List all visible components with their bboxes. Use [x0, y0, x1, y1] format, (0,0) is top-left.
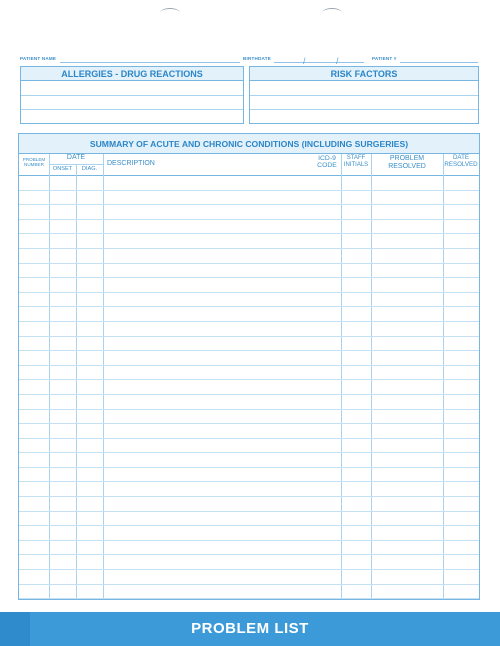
- punch-hole-mark-right: [322, 8, 342, 18]
- table-row[interactable]: [19, 541, 479, 556]
- conditions-grid: [19, 176, 479, 599]
- patient-number-label: PATIENT #: [372, 56, 397, 61]
- patient-name-field[interactable]: [60, 62, 240, 63]
- table-row[interactable]: [19, 526, 479, 541]
- col-diag-header: DIAG.: [81, 166, 98, 172]
- risk-factors-row[interactable]: [250, 81, 478, 96]
- birthdate-label: BIRTHDATE: [243, 56, 271, 61]
- punch-hole-mark-left: [160, 8, 180, 18]
- footer-banner: [0, 612, 500, 646]
- patient-header-line: [20, 54, 478, 64]
- table-row[interactable]: [19, 585, 479, 600]
- table-row[interactable]: [19, 468, 479, 483]
- table-row[interactable]: [19, 512, 479, 527]
- col-icd-code-header: [313, 155, 341, 170]
- col-icd-line1: ICD-9: [318, 155, 336, 162]
- col-problem-resolved-header: [371, 155, 443, 170]
- table-row[interactable]: [19, 351, 479, 366]
- table-row[interactable]: [19, 234, 479, 249]
- table-row[interactable]: [19, 380, 479, 395]
- patient-number-field[interactable]: [400, 62, 478, 63]
- risk-factors-title: RISK FACTORS: [250, 67, 478, 81]
- summary-title: SUMMARY OF ACUTE AND CHRONIC CONDITIONS (INCLUDING SURGERIES): [19, 134, 479, 154]
- col-onset-header: ONSET: [52, 166, 73, 172]
- table-row[interactable]: [19, 307, 479, 322]
- table-row[interactable]: [19, 337, 479, 352]
- patient-name-label: PATIENT NAME: [20, 56, 57, 61]
- col-problem-resolved-line2: RESOLVED: [388, 162, 426, 170]
- table-row[interactable]: [19, 395, 479, 410]
- table-row[interactable]: [19, 249, 479, 264]
- table-row[interactable]: [19, 424, 479, 439]
- birthdate-separator-2: /: [336, 56, 339, 66]
- risk-factors-row[interactable]: [250, 96, 478, 111]
- risk-factors-row[interactable]: [250, 110, 478, 123]
- table-row[interactable]: [19, 410, 479, 425]
- table-row[interactable]: [19, 497, 479, 512]
- col-date-header: DATE: [66, 154, 86, 161]
- footer-title: PROBLEM LIST: [191, 620, 309, 637]
- table-row[interactable]: [19, 482, 479, 497]
- table-row[interactable]: [19, 322, 479, 337]
- table-row[interactable]: [19, 205, 479, 220]
- column-header-row: [19, 154, 479, 176]
- col-problem-number-line1: PROBLEM: [22, 157, 46, 162]
- risk-factors-box: [249, 66, 479, 124]
- col-date-resolved-line1: DATE: [452, 154, 470, 161]
- col-date-resolved-header: [443, 155, 479, 169]
- birthdate-field[interactable]: [274, 62, 364, 63]
- table-row[interactable]: [19, 439, 479, 454]
- allergies-box: [20, 66, 244, 124]
- allergies-row[interactable]: [21, 81, 243, 96]
- allergies-title: ALLERGIES - DRUG REACTIONS: [21, 67, 243, 81]
- table-row[interactable]: [19, 555, 479, 570]
- col-problem-resolved-line1: PROBLEM: [389, 155, 425, 162]
- conditions-summary-table: [18, 133, 480, 600]
- table-row[interactable]: [19, 278, 479, 293]
- table-row[interactable]: [19, 366, 479, 381]
- table-row[interactable]: [19, 191, 479, 206]
- table-row[interactable]: [19, 176, 479, 191]
- table-row[interactable]: [19, 453, 479, 468]
- col-staff-initials-header: [341, 155, 371, 168]
- col-date-resolved-line2: RESOLVED: [444, 160, 478, 168]
- col-problem-number-header: [19, 157, 49, 167]
- col-problem-number-line2: NUMBER: [24, 162, 44, 168]
- col-description-header: DESCRIPTION: [107, 160, 155, 167]
- allergies-row[interactable]: [21, 96, 243, 111]
- table-row[interactable]: [19, 293, 479, 308]
- col-staff-line1: STAFF: [346, 155, 366, 161]
- table-row[interactable]: [19, 220, 479, 235]
- table-row[interactable]: [19, 264, 479, 279]
- col-icd-line2: CODE: [317, 162, 337, 170]
- birthdate-separator-1: /: [303, 56, 306, 66]
- table-row[interactable]: [19, 570, 479, 585]
- col-staff-line2: INITIALS: [343, 161, 369, 168]
- allergies-row[interactable]: [21, 110, 243, 123]
